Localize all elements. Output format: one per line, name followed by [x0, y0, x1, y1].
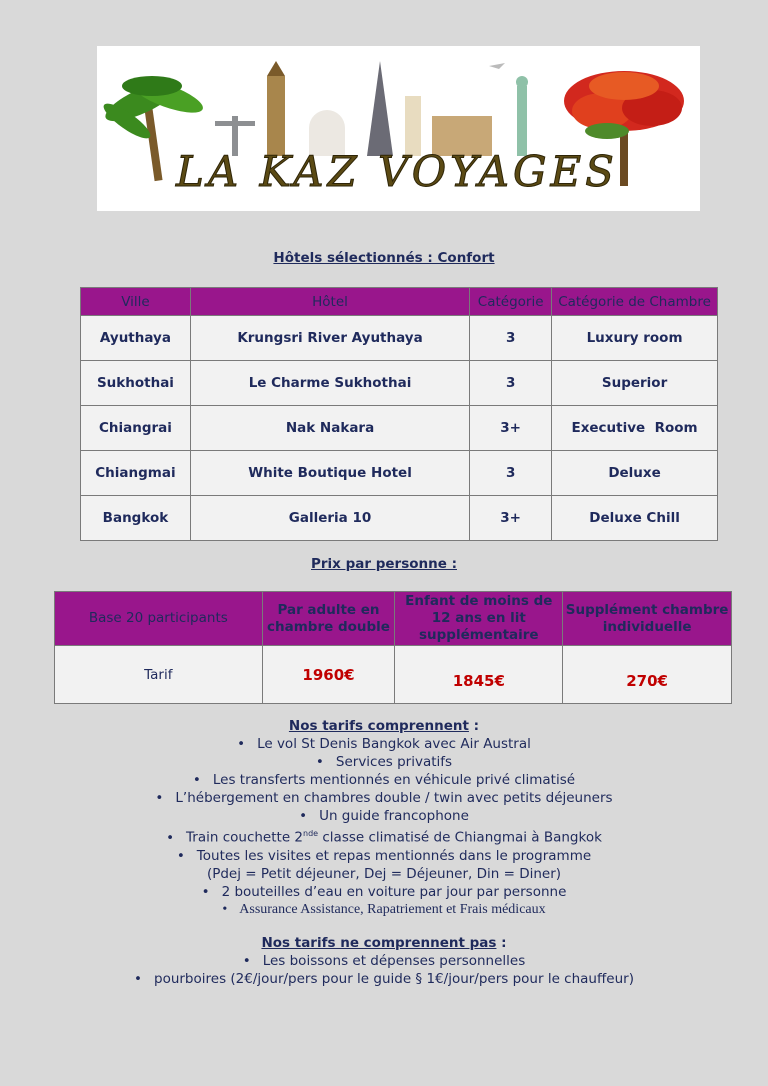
header-categorie: Catégorie: [470, 288, 552, 316]
price-value: 1845€: [452, 671, 505, 690]
cell-hotel: White Boutique Hotel: [190, 451, 469, 496]
cell-hotel: Le Charme Sukhothai: [190, 361, 469, 406]
table-row: [81, 406, 718, 451]
cell-hotel: Galleria 10: [190, 496, 469, 541]
list-item-insurance: • Assurance Assistance, Rapatriement et Frais médicaux: [0, 901, 768, 919]
cell-hotel: Krungsri River Ayuthaya: [190, 316, 469, 361]
cell-category: 3+: [470, 406, 552, 451]
train-suffix: classe climatisé de Chiangmai à Bangkok: [318, 829, 602, 846]
cell-room: Executive Room: [552, 406, 718, 451]
cell-city: Bangkok: [81, 496, 191, 541]
visits-note: (Pdej = Petit déjeuner, Dej = Déjeuner, Din = Diner): [206, 865, 562, 882]
hotels-section-title: Hôtels sélectionnés : Confort: [273, 250, 495, 266]
list-item-train: [0, 825, 768, 847]
cell-room: Deluxe: [552, 451, 718, 496]
cell-category: 3: [470, 361, 552, 406]
table-row: [81, 361, 718, 406]
header-single-supplement: Supplément chambre individuelle: [563, 592, 732, 646]
cell-room: Deluxe Chill: [552, 496, 718, 541]
price-header-row: [55, 592, 732, 646]
table-row: [81, 316, 718, 361]
train-prefix: Train couchette 2: [186, 829, 304, 846]
price-child: [395, 646, 563, 704]
price-row-label: Tarif: [55, 646, 263, 704]
list-item: • pourboires (2€/jour/pers pour le guide § 1€/jour/pers pour le chauffeur): [0, 970, 768, 988]
includes-title-suffix: :: [468, 718, 480, 734]
list-item-visits: • Toutes les visites et repas mentionnés dans le programme: [0, 847, 768, 865]
header-ville: Ville: [81, 288, 191, 316]
logo-text: LA KAZ VOYAGES: [176, 147, 618, 196]
header-categorie-chambre: Catégorie de Chambre: [552, 288, 718, 316]
price-adult-double: [262, 646, 395, 704]
list-item: • Les transferts mentionnés en véhicule privé climatisé: [0, 771, 768, 789]
header-child-extra-bed: Enfant de moins de 12 ans en lit supplémentaire: [395, 592, 563, 646]
list-item: • Le vol St Denis Bangkok avec Air Austral: [0, 735, 768, 753]
includes-title: Nos tarifs comprennent: [288, 718, 469, 734]
cell-category: 3+: [470, 496, 552, 541]
list-item: • L’hébergement en chambres double / twin avec petits déjeuners: [0, 789, 768, 807]
cell-hotel: Nak Nakara: [190, 406, 469, 451]
excludes-title-line: [0, 934, 768, 952]
list-item: • Les boissons et dépenses personnelles: [0, 952, 768, 970]
excludes-title: Nos tarifs ne comprennent pas: [261, 935, 497, 951]
cell-room: Luxury room: [552, 316, 718, 361]
cell-category: 3: [470, 316, 552, 361]
train-sup: nde: [303, 829, 319, 838]
header-base: Base 20 participants: [55, 592, 263, 646]
includes-title-line: [0, 717, 768, 735]
price-section-title: Prix par personne :: [311, 556, 457, 572]
price-single: [563, 646, 732, 704]
price-value: 270€: [626, 671, 668, 690]
price-row: [55, 646, 732, 704]
price-value: 1960€: [302, 665, 355, 684]
banner-logo: [97, 46, 700, 211]
list-item: • Un guide francophone: [0, 807, 768, 825]
list-item-water: • 2 bouteilles d’eau en voiture par jour par personne: [0, 883, 768, 901]
header-hotel: Hôtel: [190, 288, 469, 316]
cell-city: Chiangmai: [81, 451, 191, 496]
cell-room: Superior: [552, 361, 718, 406]
list-item: • Services privatifs: [0, 753, 768, 771]
cell-city: Chiangrai: [81, 406, 191, 451]
price-table: [54, 591, 732, 704]
table-header-row: [81, 288, 718, 316]
hotels-table: [80, 287, 718, 541]
monuments-icon: [215, 61, 528, 156]
excludes-list: [0, 934, 768, 988]
table-row: [81, 496, 718, 541]
header-adult-double: Par adulte en chambre double: [262, 592, 395, 646]
excludes-title-suffix: :: [496, 935, 507, 951]
cell-city: Ayuthaya: [81, 316, 191, 361]
table-row: [81, 451, 718, 496]
cell-city: Sukhothai: [81, 361, 191, 406]
cell-category: 3: [470, 451, 552, 496]
includes-list: [0, 717, 768, 919]
